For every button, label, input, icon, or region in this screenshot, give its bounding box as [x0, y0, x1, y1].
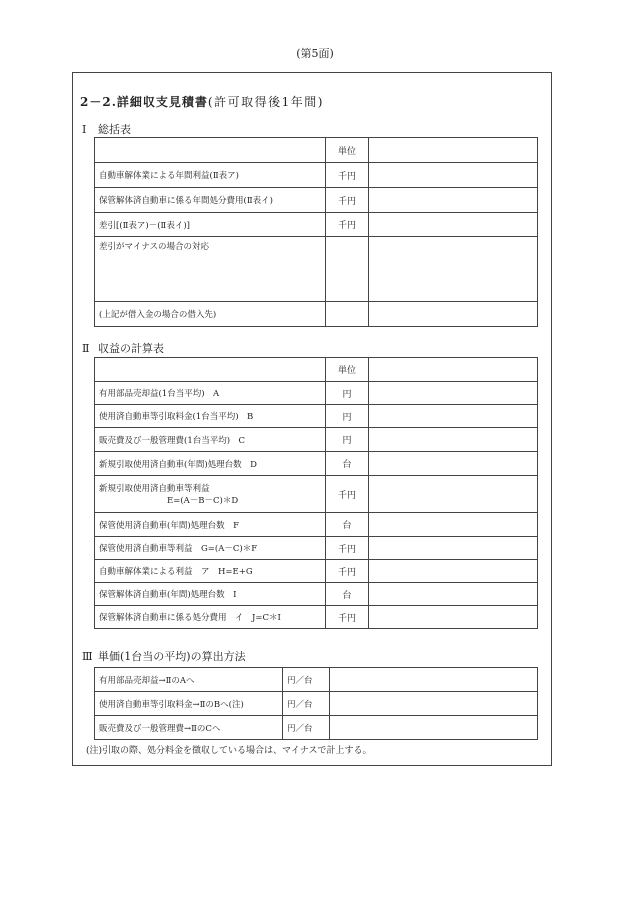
table-row	[95, 606, 538, 629]
value-header	[369, 138, 538, 163]
table-row	[95, 692, 538, 716]
table-row	[95, 428, 538, 452]
row-label: 保管使用済自動車(年間)処理台数 F	[95, 513, 326, 537]
row-label: 有用部品売却益→ⅡのAへ	[95, 668, 283, 692]
row-unit: 台	[326, 452, 369, 476]
row-unit: 円	[326, 405, 369, 428]
section3-heading	[82, 648, 246, 664]
row-label: 有用部品売却益(1台当平均) A	[95, 382, 326, 405]
unit-header: 単位	[326, 138, 369, 163]
row-unit: 千円	[326, 188, 369, 213]
row-label-formula: E=(A－B－C)＊D	[167, 496, 239, 506]
row-label	[95, 476, 326, 513]
section1-title: 総括表	[98, 123, 131, 136]
value-cell[interactable]	[369, 302, 538, 327]
section3-title: 単価(1台当の平均)の算出方法	[98, 650, 246, 663]
table-row	[95, 560, 538, 583]
value-cell[interactable]	[369, 513, 538, 537]
table-row	[95, 716, 538, 740]
row-label: 自動車解体業による利益 ア H=E+G	[95, 560, 326, 583]
table-row	[95, 302, 538, 327]
value-cell[interactable]	[369, 237, 538, 302]
unit-header: 単位	[326, 358, 369, 382]
row-unit: 台	[326, 513, 369, 537]
row-label: 保管解体済自動車に係る処分費用 イ J=C＊I	[95, 606, 326, 629]
row-label: 使用済自動車等引取料金→ⅡのBへ(注)	[95, 692, 283, 716]
value-cell[interactable]	[369, 476, 538, 513]
row-label-line1: 新規引取使用済自動車等利益	[99, 484, 210, 494]
footnote: (注)引取の際、処分料金を徴収している場合は、マイナスで計上する。	[86, 746, 372, 756]
table-row	[95, 583, 538, 606]
row-unit: 台	[326, 583, 369, 606]
section1-num: Ⅰ	[82, 123, 87, 136]
row-unit: 円／台	[283, 668, 330, 692]
section2-num: Ⅱ	[82, 342, 90, 355]
profit-calc-table	[94, 357, 538, 629]
section1-heading	[82, 121, 131, 137]
table-row	[95, 537, 538, 560]
header-blank	[95, 138, 326, 163]
table-row	[95, 382, 538, 405]
value-cell[interactable]	[369, 560, 538, 583]
row-label: 販売費及び一般管理費→ⅡのCへ	[95, 716, 283, 740]
value-header	[369, 358, 538, 382]
value-cell[interactable]	[369, 537, 538, 560]
row-label: 自動車解体業による年間利益(Ⅱ表ア)	[95, 163, 326, 188]
row-label: 差引[(Ⅱ表ア)－(Ⅱ表イ)]	[95, 213, 326, 237]
table-row	[95, 513, 538, 537]
row-label: 新規引取使用済自動車(年間)処理台数 D	[95, 452, 326, 476]
row-unit: 円	[326, 428, 369, 452]
row-label: 保管使用済自動車等利益 G=(A－C)＊F	[95, 537, 326, 560]
row-label: 販売費及び一般管理費(1台当平均) C	[95, 428, 326, 452]
table-row	[95, 668, 538, 692]
value-cell[interactable]	[369, 583, 538, 606]
value-cell[interactable]	[369, 188, 538, 213]
row-unit	[326, 302, 369, 327]
table-row	[95, 213, 538, 237]
row-label: 使用済自動車等引取料金(1台当平均) B	[95, 405, 326, 428]
table-row	[95, 138, 538, 163]
value-cell[interactable]	[369, 382, 538, 405]
value-cell[interactable]	[369, 213, 538, 237]
row-unit: 千円	[326, 163, 369, 188]
row-unit: 千円	[326, 537, 369, 560]
document-title	[80, 93, 324, 110]
row-label: 保管解体済自動車(年間)処理台数 I	[95, 583, 326, 606]
title-main: 2－2.詳細収支見積書	[80, 95, 208, 109]
row-unit: 円	[326, 382, 369, 405]
table-row	[95, 405, 538, 428]
table-row	[95, 188, 538, 213]
row-label: 差引がマイナスの場合の対応	[95, 237, 326, 302]
summary-table	[94, 137, 538, 327]
row-unit: 円／台	[283, 716, 330, 740]
row-label: (上記が借入金の場合の借入先)	[95, 302, 326, 327]
value-cell[interactable]	[369, 606, 538, 629]
row-label: 保管解体済自動車に係る年間処分費用(Ⅱ表イ)	[95, 188, 326, 213]
row-unit: 千円	[326, 476, 369, 513]
row-unit: 千円	[326, 560, 369, 583]
value-cell[interactable]	[369, 428, 538, 452]
value-cell[interactable]	[369, 405, 538, 428]
unit-price-method-table	[94, 667, 538, 740]
value-cell[interactable]	[369, 452, 538, 476]
row-unit: 円／台	[283, 692, 330, 716]
section2-heading	[82, 340, 164, 356]
table-row	[95, 452, 538, 476]
row-unit	[326, 237, 369, 302]
table-row	[95, 237, 538, 302]
table-row	[95, 358, 538, 382]
table-row	[95, 163, 538, 188]
row-unit: 千円	[326, 213, 369, 237]
value-cell[interactable]	[330, 716, 538, 740]
value-cell[interactable]	[369, 163, 538, 188]
section3-num: Ⅲ	[82, 650, 93, 663]
page-label: (第5面)	[296, 47, 334, 60]
section2-title: 収益の計算表	[98, 342, 164, 355]
row-unit: 千円	[326, 606, 369, 629]
value-cell[interactable]	[330, 668, 538, 692]
title-sub: (許可取得後1年間)	[207, 95, 324, 109]
value-cell[interactable]	[330, 692, 538, 716]
table-row	[95, 476, 538, 513]
header-blank	[95, 358, 326, 382]
